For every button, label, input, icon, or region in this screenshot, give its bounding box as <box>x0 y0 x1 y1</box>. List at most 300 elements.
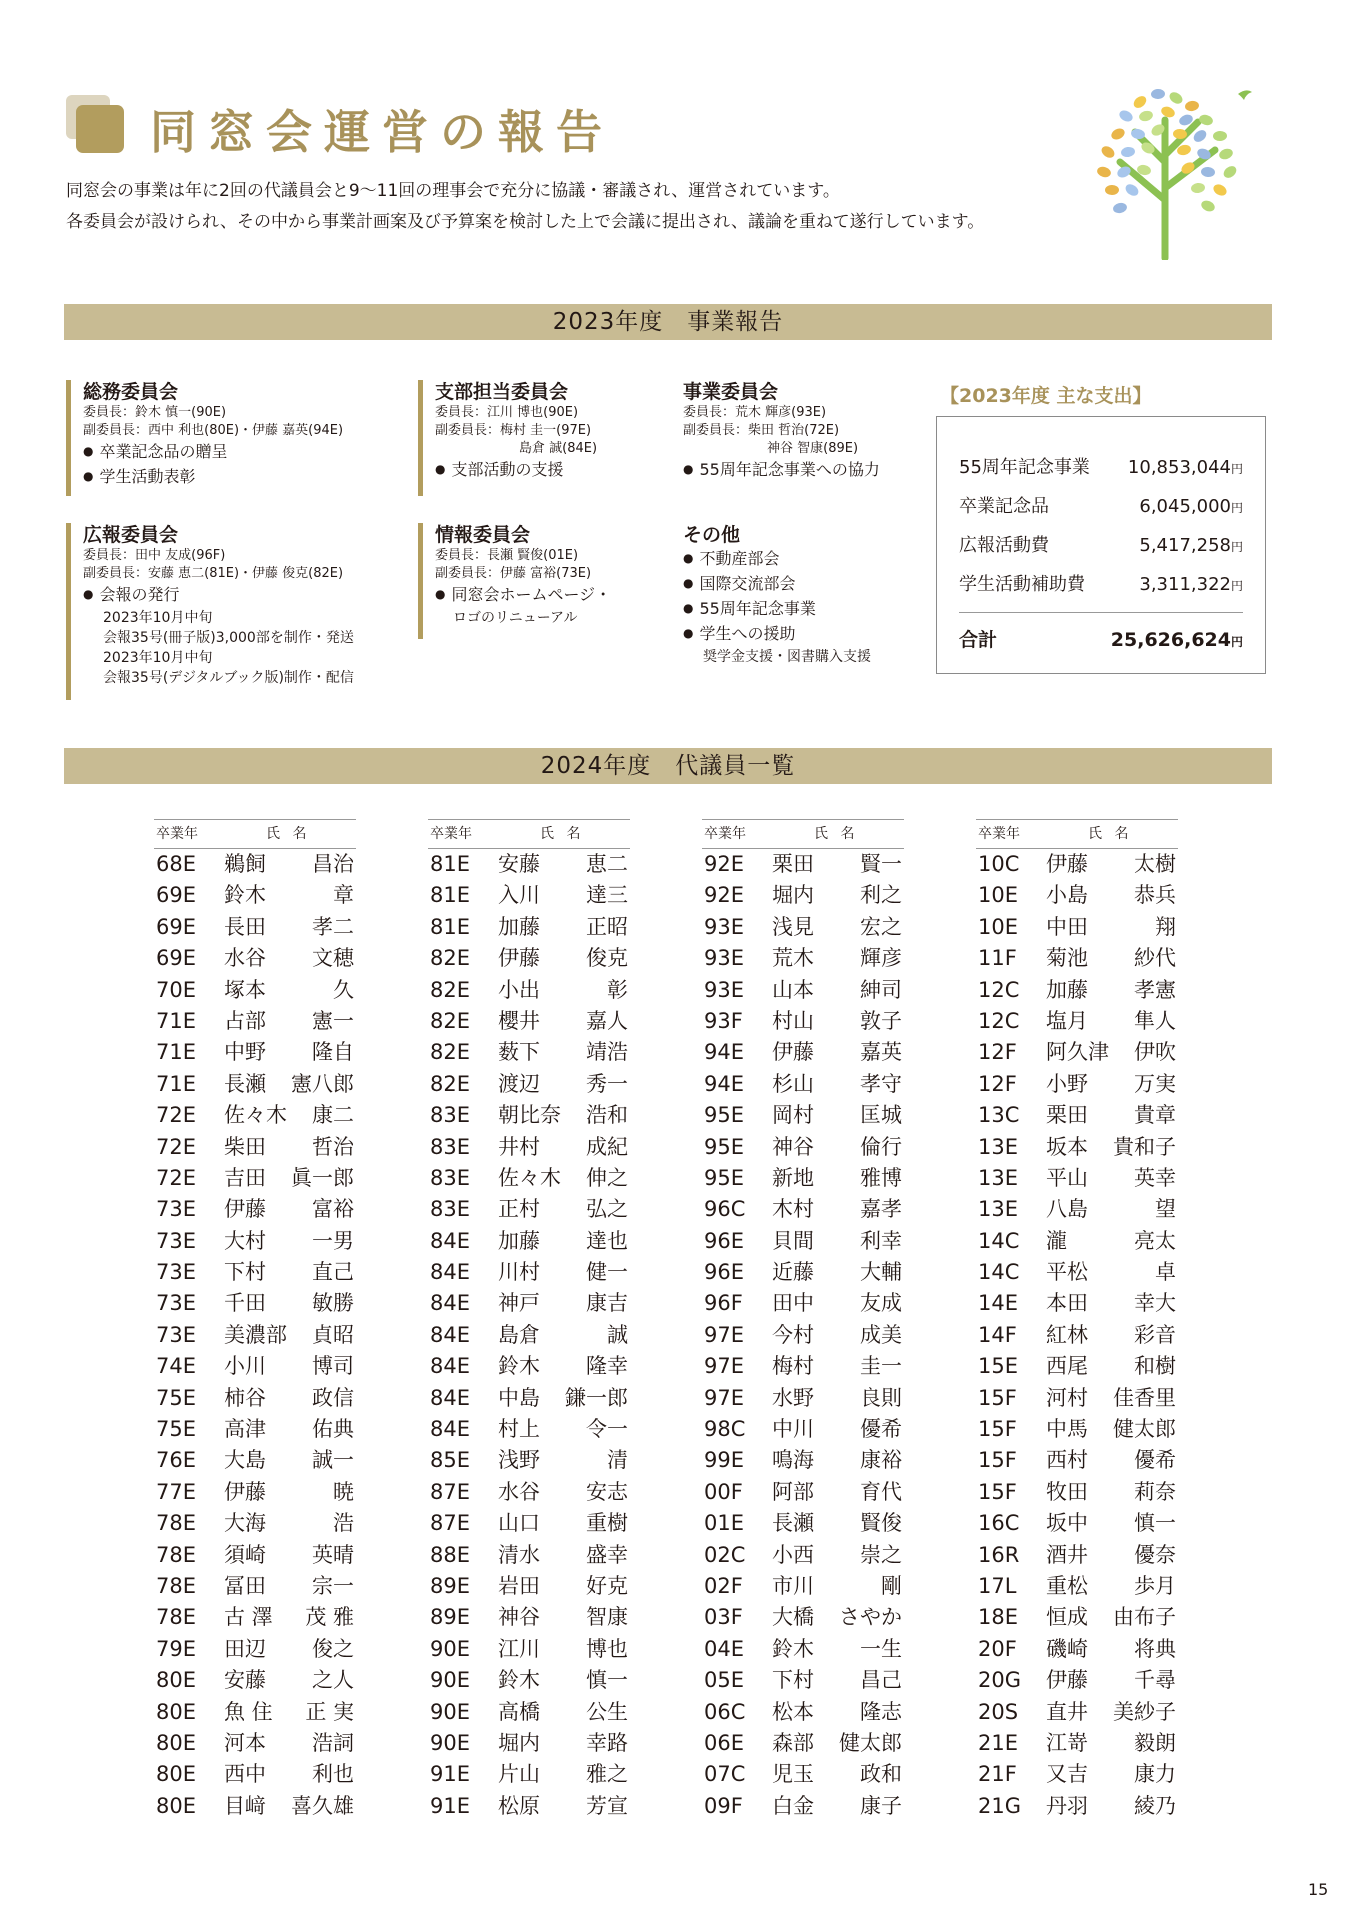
delegate-header <box>428 819 630 849</box>
leaf-shape <box>1151 89 1166 100</box>
delegate-year: 09F <box>704 1793 743 1818</box>
delegate-given-name: 彰 <box>607 977 628 1002</box>
delegate-year: 10E <box>978 914 1018 939</box>
committee-general-affairs <box>66 380 343 496</box>
delegate-given-name: 成美 <box>860 1322 902 1347</box>
delegate-given-name: 茂 雅 <box>305 1605 354 1630</box>
committee-subitem: 会報35号(デジタルブック版)制作・配信 <box>103 670 354 686</box>
header-name: 氏 名 <box>814 826 859 842</box>
delegate-surname: 村上 <box>498 1417 540 1442</box>
delegate-given-name: 優奈 <box>1134 1542 1176 1567</box>
delegate-given-name: 優希 <box>1134 1448 1176 1473</box>
delegate-row <box>702 849 904 880</box>
committee-subitem: 2023年10月中旬 <box>103 650 213 666</box>
delegate-year: 72E <box>156 1134 196 1159</box>
delegate-year: 96C <box>704 1197 746 1222</box>
delegate-given-name: 圭一 <box>860 1354 902 1379</box>
delegate-row <box>702 1194 904 1225</box>
leaf-shape <box>1109 126 1126 141</box>
delegate-year: 05E <box>704 1668 744 1693</box>
delegate-surname: 牧田 <box>1046 1479 1088 1504</box>
delegate-year: 78E <box>156 1573 196 1598</box>
delegate-surname: 岡村 <box>772 1103 814 1128</box>
leaf-shape <box>1160 105 1177 120</box>
delegate-header <box>154 819 356 849</box>
delegate-surname: 魚 住 <box>224 1699 273 1724</box>
delegate-given-name: 公生 <box>586 1699 628 1724</box>
delegate-column <box>702 819 904 1822</box>
delegate-given-name: 達也 <box>586 1228 628 1253</box>
delegate-given-name: 莉奈 <box>1134 1479 1176 1504</box>
delegate-row <box>976 1728 1178 1759</box>
delegate-surname: 伊藤 <box>772 1040 814 1065</box>
committee-name: 支部担当委員会 <box>435 381 569 403</box>
delegate-given-name: 佳香里 <box>1113 1385 1176 1410</box>
delegate-given-name: 眞一郎 <box>291 1165 354 1190</box>
committee-subitem: 2023年10月中旬 <box>103 610 213 626</box>
delegate-surname: 八島 <box>1046 1197 1088 1222</box>
delegate-year: 77E <box>156 1479 196 1504</box>
delegate-surname: 高津 <box>224 1417 266 1442</box>
delegate-row <box>428 1477 630 1508</box>
leaf-shape <box>1099 144 1116 160</box>
delegate-row <box>428 1540 630 1571</box>
delegate-surname: 下村 <box>224 1260 266 1285</box>
delegate-year: 10E <box>978 883 1018 908</box>
delegate-given-name: 貴和子 <box>1113 1134 1176 1159</box>
delegate-surname: 長瀬 <box>224 1071 266 1096</box>
delegate-year: 68E <box>156 852 196 876</box>
delegate-given-name: 康裕 <box>860 1448 902 1473</box>
delegate-given-name: 俊之 <box>312 1636 354 1661</box>
delegate-given-name: 崇之 <box>860 1542 902 1567</box>
delegate-year: 73E <box>156 1322 196 1347</box>
delegate-surname: 小西 <box>772 1542 814 1567</box>
delegate-given-name: 康二 <box>312 1103 354 1128</box>
delegate-surname: 小出 <box>498 977 540 1002</box>
leaf-shape <box>1213 131 1227 141</box>
delegate-year: 82E <box>430 1008 470 1033</box>
delegate-row <box>154 1320 356 1351</box>
header-year: 卒業年 <box>978 826 1020 842</box>
delegate-row <box>702 1791 904 1822</box>
expense-total-label: 合計 <box>959 629 998 651</box>
delegate-row <box>428 1194 630 1225</box>
delegate-year: 72E <box>156 1103 196 1128</box>
delegate-given-name: 綾乃 <box>1134 1793 1176 1818</box>
delegate-year: 12F <box>978 1040 1017 1065</box>
delegate-row <box>976 975 1178 1006</box>
delegate-surname: 安藤 <box>224 1668 266 1693</box>
leaf-shape <box>1201 166 1216 177</box>
delegate-year: 15F <box>978 1417 1017 1442</box>
delegate-row <box>154 1540 356 1571</box>
header-year: 卒業年 <box>156 826 198 842</box>
committee-item: ● 不動産部会 <box>683 547 871 572</box>
delegate-row <box>976 1194 1178 1225</box>
delegate-row <box>702 1540 904 1571</box>
delegate-year: 82E <box>430 977 470 1002</box>
delegate-year: 99E <box>704 1448 744 1473</box>
delegate-year: 84E <box>430 1228 470 1253</box>
delegate-year: 20S <box>978 1699 1019 1724</box>
delegate-year: 97E <box>704 1385 744 1410</box>
delegate-given-name: 望 <box>1155 1197 1176 1222</box>
expense-divider <box>959 612 1243 613</box>
committee-name: その他 <box>683 524 741 546</box>
delegate-row <box>428 1320 630 1351</box>
delegate-given-name: 俊克 <box>586 946 628 971</box>
delegate-surname: 江川 <box>498 1636 540 1661</box>
delegate-surname: 神谷 <box>498 1605 540 1630</box>
delegate-year: 78E <box>156 1542 196 1567</box>
delegate-row <box>702 943 904 974</box>
delegate-row <box>154 880 356 911</box>
delegate-year: 82E <box>430 946 470 971</box>
delegate-surname: 貝間 <box>772 1228 814 1253</box>
delegate-row <box>702 1100 904 1131</box>
delegate-surname: 松本 <box>772 1699 814 1724</box>
delegate-year: 73E <box>156 1260 196 1285</box>
delegate-row <box>976 849 1178 880</box>
delegate-surname: 中川 <box>772 1417 814 1442</box>
delegate-column <box>976 819 1178 1822</box>
delegate-given-name: 浩詞 <box>312 1730 354 1755</box>
delegate-row <box>428 1665 630 1696</box>
delegate-surname: 須崎 <box>224 1542 266 1567</box>
delegate-given-name: 憲一 <box>312 1008 354 1033</box>
delegate-row <box>428 1037 630 1068</box>
delegate-year: 78E <box>156 1511 196 1536</box>
delegate-given-name: 佑典 <box>312 1417 354 1442</box>
delegate-row <box>976 1132 1178 1163</box>
delegate-year: 89E <box>430 1573 470 1598</box>
delegate-row <box>702 1320 904 1351</box>
delegate-year: 85E <box>430 1448 470 1473</box>
header-year: 卒業年 <box>704 826 746 842</box>
expenses-box <box>936 416 1266 674</box>
delegate-surname: 塩月 <box>1046 1008 1088 1033</box>
delegate-surname: 杉山 <box>772 1071 814 1096</box>
delegate-given-name: 浩和 <box>586 1103 628 1128</box>
delegate-given-name: 英晴 <box>312 1542 354 1567</box>
delegate-row <box>428 975 630 1006</box>
delegate-given-name: 万実 <box>1134 1071 1176 1096</box>
delegate-surname: 堀内 <box>772 883 814 908</box>
delegate-given-name: 太樹 <box>1134 852 1176 876</box>
committee-name: 広報委員会 <box>83 524 179 546</box>
delegate-row <box>154 1132 356 1163</box>
delegate-year: 12F <box>978 1071 1017 1096</box>
delegate-surname: 目﨑 <box>224 1793 266 1818</box>
delegate-given-name: 孝二 <box>312 914 354 939</box>
delegate-given-name: 雅博 <box>860 1165 902 1190</box>
intro-line: 各委員会が設けられ、その中から事業計画案及び予算案を検討した上で会議に提出され、議論を重ねて遂行しています。 <box>66 212 985 232</box>
delegate-surname: 水谷 <box>224 946 266 971</box>
delegate-surname: 中田 <box>1046 914 1088 939</box>
delegate-surname: 占部 <box>224 1008 266 1033</box>
delegate-given-name: 一生 <box>860 1636 902 1661</box>
delegate-year: 91E <box>430 1793 470 1818</box>
delegate-row <box>702 1477 904 1508</box>
delegate-row <box>976 1477 1178 1508</box>
delegate-surname: 鳴海 <box>772 1448 814 1473</box>
delegate-year: 16R <box>978 1542 1020 1567</box>
delegate-row <box>702 1383 904 1414</box>
delegate-surname: 本田 <box>1046 1291 1088 1316</box>
delegate-surname: 加藤 <box>498 914 540 939</box>
delegate-given-name: 隆幸 <box>586 1354 628 1379</box>
delegate-given-name: 秀一 <box>586 1071 628 1096</box>
delegate-row <box>702 1132 904 1163</box>
expenses-title: 【2023年度 主な支出】 <box>940 385 1152 407</box>
delegate-given-name: 友成 <box>860 1291 902 1316</box>
delegate-year: 73E <box>156 1228 196 1253</box>
delegate-given-name: 輝彦 <box>860 946 902 971</box>
delegate-surname: 西中 <box>224 1762 266 1787</box>
delegate-given-name: 嘉人 <box>586 1008 628 1033</box>
delegate-year: 13E <box>978 1197 1018 1222</box>
delegate-row <box>976 880 1178 911</box>
delegate-surname: 鵜飼 <box>224 852 266 876</box>
delegate-given-name: 隆志 <box>860 1699 902 1724</box>
delegate-surname: 中馬 <box>1046 1417 1088 1442</box>
delegate-surname: 森部 <box>772 1730 814 1755</box>
delegate-surname: 伊藤 <box>224 1479 266 1504</box>
delegate-row <box>154 1445 356 1476</box>
leaf-shape <box>1112 202 1128 215</box>
delegate-surname: 市川 <box>772 1573 814 1598</box>
delegate-given-name: 博也 <box>586 1636 628 1661</box>
delegate-surname: 荒木 <box>772 946 814 971</box>
delegate-row <box>702 1351 904 1382</box>
delegate-given-name: 嘉孝 <box>860 1197 902 1222</box>
delegate-surname: 小島 <box>1046 883 1088 908</box>
delegate-given-name: 美紗子 <box>1113 1699 1176 1724</box>
delegate-row <box>428 1006 630 1037</box>
delegate-year: 95E <box>704 1103 744 1128</box>
delegate-row <box>702 1069 904 1100</box>
expense-value: 6,045,000 <box>1139 496 1231 517</box>
header-name: 氏 名 <box>1088 826 1133 842</box>
delegate-row <box>976 1257 1178 1288</box>
delegate-given-name: 敦子 <box>860 1008 902 1033</box>
expense-row <box>959 453 1243 483</box>
delegate-year: 90E <box>430 1636 470 1661</box>
delegate-year: 93E <box>704 946 744 971</box>
delegate-year: 90E <box>430 1699 470 1724</box>
delegate-year: 80E <box>156 1762 196 1787</box>
delegate-year: 06C <box>704 1699 746 1724</box>
delegate-given-name: 幸大 <box>1134 1291 1176 1316</box>
delegate-row <box>154 1288 356 1319</box>
header-year: 卒業年 <box>430 826 472 842</box>
committee-item: ● 卒業記念品の贈呈 <box>83 440 343 465</box>
delegate-year: 81E <box>430 852 470 876</box>
delegate-row <box>976 1791 1178 1822</box>
delegate-row <box>702 1226 904 1257</box>
committee-name: 総務委員会 <box>83 381 179 403</box>
delegate-row <box>976 1100 1178 1131</box>
report-heading: 2023年度 事業報告 <box>64 304 1272 340</box>
delegate-row <box>428 1351 630 1382</box>
delegate-row <box>154 1759 356 1790</box>
delegate-row <box>976 943 1178 974</box>
delegate-given-name: 孝守 <box>860 1071 902 1096</box>
leaf-shape <box>1211 182 1228 198</box>
delegate-row <box>154 1257 356 1288</box>
delegate-given-name: 恭兵 <box>1134 883 1176 908</box>
delegate-given-name: 将典 <box>1134 1636 1176 1661</box>
committee-subitem: 奨学金支援・図書購入支援 <box>703 649 871 665</box>
delegate-given-name: 彩音 <box>1134 1322 1176 1347</box>
delegate-year: 80E <box>156 1730 196 1755</box>
delegate-surname: 岩田 <box>498 1573 540 1598</box>
expense-name: 卒業記念品 <box>959 496 1049 517</box>
delegate-surname: 高橋 <box>498 1699 540 1724</box>
delegate-given-name: 靖浩 <box>586 1040 628 1065</box>
leaf-shape <box>1190 182 1205 194</box>
delegate-given-name: 清 <box>607 1448 628 1473</box>
delegate-year: 78E <box>156 1605 196 1630</box>
delegate-row <box>702 1697 904 1728</box>
delegate-row <box>154 1383 356 1414</box>
delegate-surname: 清水 <box>498 1542 540 1567</box>
delegate-year: 82E <box>430 1071 470 1096</box>
delegate-surname: 中島 <box>498 1385 540 1410</box>
delegate-column <box>428 819 630 1822</box>
expense-unit: 円 <box>1230 540 1243 554</box>
delegate-row <box>976 1602 1178 1633</box>
delegate-year: 03F <box>704 1605 743 1630</box>
delegate-row <box>976 1759 1178 1790</box>
delegate-given-name: 昌治 <box>312 852 354 876</box>
delegate-row <box>428 1445 630 1476</box>
expense-name: 学生活動補助費 <box>959 574 1085 595</box>
committee-chair: 委員長：鈴木 慎一(90E) <box>83 405 227 420</box>
delegate-row <box>702 1571 904 1602</box>
delegate-year: 84E <box>430 1260 470 1285</box>
delegate-surname: 中野 <box>224 1040 266 1065</box>
delegate-row <box>154 1100 356 1131</box>
delegate-surname: 鈴木 <box>224 883 266 908</box>
delegate-year: 69E <box>156 946 196 971</box>
delegate-given-name: 哲治 <box>312 1134 354 1159</box>
expense-name: 広報活動費 <box>959 535 1049 556</box>
delegate-surname: 堀内 <box>498 1730 540 1755</box>
delegate-surname: 大橋 <box>772 1605 814 1630</box>
delegate-surname: 坂本 <box>1046 1134 1088 1159</box>
delegate-year: 87E <box>430 1479 470 1504</box>
leaf-shape <box>1123 182 1140 198</box>
delegate-given-name: 紳司 <box>860 977 902 1002</box>
leaf-shape <box>1198 113 1214 126</box>
delegate-given-name: 翔 <box>1155 914 1176 939</box>
delegate-surname: 平山 <box>1046 1165 1088 1190</box>
expense-unit: 円 <box>1230 462 1243 476</box>
delegate-year: 98C <box>704 1417 746 1442</box>
delegate-row <box>976 1571 1178 1602</box>
delegate-year: 84E <box>430 1322 470 1347</box>
delegate-given-name: 成紀 <box>586 1134 628 1159</box>
expense-row <box>959 570 1243 600</box>
delegate-year: 93E <box>704 977 744 1002</box>
delegate-year: 89E <box>430 1605 470 1630</box>
committee-other <box>666 523 871 673</box>
delegate-given-name: 孝憲 <box>1134 977 1176 1002</box>
delegate-row <box>428 1571 630 1602</box>
committee-chair: 委員長：田中 友成(96F) <box>83 548 226 563</box>
delegate-row <box>428 1257 630 1288</box>
delegate-row <box>428 1414 630 1445</box>
delegate-year: 16C <box>978 1511 1020 1536</box>
leaf-shape <box>1200 199 1217 214</box>
delegate-surname: 安藤 <box>498 852 540 876</box>
delegate-surname: 塚本 <box>224 977 266 1002</box>
delegate-row <box>702 1508 904 1539</box>
delegate-row <box>428 1226 630 1257</box>
delegate-year: 10C <box>978 852 1020 876</box>
delegate-surname: 長瀬 <box>772 1511 814 1536</box>
delegate-row <box>154 849 356 880</box>
delegate-year: 84E <box>430 1354 470 1379</box>
delegate-surname: 島倉 <box>498 1322 540 1347</box>
delegate-given-name: 貴章 <box>1134 1103 1176 1128</box>
delegate-given-name: 敏勝 <box>312 1291 354 1316</box>
delegate-surname: 櫻井 <box>498 1008 540 1033</box>
committee-business <box>666 380 880 496</box>
delegate-surname: 山本 <box>772 977 814 1002</box>
delegate-row <box>154 1697 356 1728</box>
delegate-year: 20G <box>978 1668 1021 1693</box>
delegate-given-name: 章 <box>333 883 354 908</box>
expense-row <box>959 531 1243 561</box>
committee-pr <box>66 523 354 700</box>
delegate-given-name: 匡城 <box>860 1103 902 1128</box>
delegate-surname: 菊池 <box>1046 946 1088 971</box>
delegate-surname: 坂中 <box>1046 1511 1088 1536</box>
delegate-year: 73E <box>156 1291 196 1316</box>
delegate-row <box>976 1226 1178 1257</box>
leaf-shape <box>1167 90 1184 106</box>
delegate-given-name: 暁 <box>333 1479 354 1504</box>
delegate-given-name: さやか <box>839 1605 902 1630</box>
delegate-surname: 千田 <box>224 1291 266 1316</box>
delegate-given-name: 政和 <box>860 1762 902 1787</box>
delegate-surname: 磯崎 <box>1046 1636 1088 1661</box>
delegate-year: 13E <box>978 1165 1018 1190</box>
delegate-given-name: 貞昭 <box>312 1322 354 1347</box>
delegate-row <box>428 1383 630 1414</box>
delegate-given-name: 久 <box>333 977 354 1002</box>
delegate-given-name: 雅之 <box>586 1762 628 1787</box>
committee-item: ● 会報の発行 <box>83 583 354 608</box>
leaf-shape <box>1221 164 1238 180</box>
delegate-year: 91E <box>430 1762 470 1787</box>
delegate-surname: 浅野 <box>498 1448 540 1473</box>
delegate-surname: 山口 <box>498 1511 540 1536</box>
delegate-year: 90E <box>430 1668 470 1693</box>
delegate-year: 13E <box>978 1134 1018 1159</box>
leaf-shape <box>1218 147 1235 161</box>
delegate-given-name: 一男 <box>312 1228 354 1253</box>
delegate-surname: 重松 <box>1046 1573 1088 1598</box>
page-title: 同窓会運営の報告 <box>150 105 614 159</box>
delegate-surname: 恒成 <box>1046 1605 1088 1630</box>
delegate-rows <box>976 849 1178 1822</box>
delegate-given-name: 智康 <box>586 1605 628 1630</box>
leaf-shape <box>1138 109 1154 122</box>
